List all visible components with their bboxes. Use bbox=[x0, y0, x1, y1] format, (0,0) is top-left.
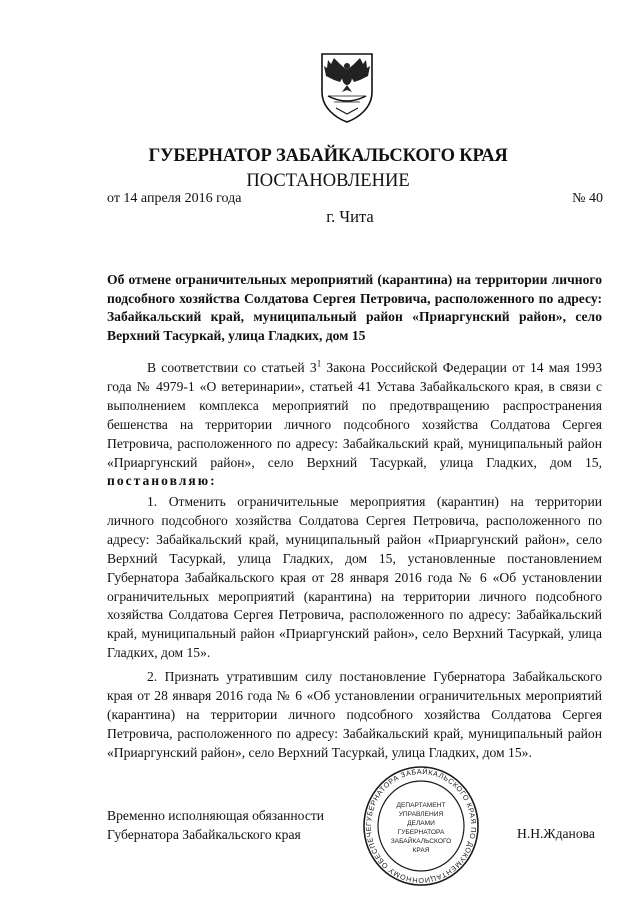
preamble-text-start: В соответствии со статьей 3 bbox=[147, 360, 317, 375]
seal-center-line-4: ГУБЕРНАТОРА bbox=[397, 829, 445, 836]
preamble-paragraph bbox=[107, 359, 602, 491]
seal-center-line-2: УПРАВЛЕНИЯ bbox=[398, 811, 444, 818]
document-city: г. Чита bbox=[326, 207, 374, 226]
seal-center-line-5: ЗАБАЙКАЛЬСКОГО bbox=[390, 838, 452, 845]
decree-word: постановляю: bbox=[107, 473, 217, 489]
official-seal-stamp bbox=[361, 763, 481, 889]
seal-center-line-3: ДЕЛАМИ bbox=[407, 820, 435, 827]
signatory-position bbox=[107, 807, 324, 844]
document-subject: Об отмене ограничительных мероприятий (карантина) на территории личного подсобного хозяйства Солдатова Сергея Петровича, расположенного по адресу: Забайкальский край, муниципальный район «Приаргунский район», село Верхний Тасуркай, улица Гладких, дом 15 bbox=[107, 272, 602, 343]
seal-center-line-1: ДЕПАРТАМЕНТ bbox=[396, 802, 446, 809]
decree-item-1: 1. Отменить ограничительные мероприятия (карантин) на территории личного подсобного хозяйства Солдатова Сергея Петровича, расположенного по адресу: Забайкальский край, муниципальный район «Приаргунский район», село Верхний Тасуркай, улица Гладких, дом 15, установленные постановлением Губернатора Забайкальского края от 28 января 2016 года № 6 «Об установлении ограничительных мероприятий (карантина) на территории личного подсобного хозяйства Солдатова Сергея Петровича, расположенного по адресу: Забайкальский край, муниципальный район «Приаргунский район», село Верхний Тасуркай, улица Гладких, дом 15». bbox=[107, 494, 602, 661]
preamble-text-rest: Закона Российской Федерации от 14 мая 1993 года № 4979-1 «О ветеринарии», статьей 41 Устава Забайкальского края, в связи с выполнением комплекса мероприятий по предотвращению распространения бешенства на территории личного подсобного хозяйства Солдатова Сергея Петровича, расположенного по адресу: Забайкальский край, муниципальный район «Приаргунский район», село Верхний Тасуркай, улица Гладких, дом 15, bbox=[107, 360, 602, 470]
issuing-authority-title: ГУБЕРНАТОР ЗАБАЙКАЛЬСКОГО КРАЯ bbox=[148, 146, 508, 166]
seal-center-line-6: КРАЯ bbox=[412, 847, 430, 854]
document-number: № 40 bbox=[572, 191, 603, 206]
decree-item-2: 2. Признать утратившим силу постановление Губернатора Забайкальского края от 28 января 2016 года № 6 «Об установлении ограничительных мероприятий (карантина) на территории личного подсобного хозяйства Солдатова Сергея Петровича, расположенного по адресу: Забайкальский край, муниципальный район «Приаргунский район», село Верхний Тасуркай, улица Гладких, дом 15». bbox=[107, 669, 602, 760]
document-date: от 14 апреля 2016 года bbox=[107, 191, 242, 206]
signatory-position-line-1: Временно исполняющая обязанности bbox=[107, 808, 325, 823]
signatory-name: Н.Н.Жданова bbox=[517, 826, 595, 841]
article-superscript: 1 bbox=[316, 358, 322, 369]
seal-ring-text: ГУБЕРНАТОРА ЗАБАЙКАЛЬСКОГО КРАЯ ПО ДОКУМЕНТАЦИОННОМУ ОБЕСПЕЧЕ bbox=[363, 766, 479, 886]
signatory-position-line-2: Губернатора Забайкальского края bbox=[107, 826, 301, 842]
coat-of-arms-icon bbox=[314, 50, 380, 124]
document-type-title: ПОСТАНОВЛЕНИЕ bbox=[246, 171, 410, 191]
